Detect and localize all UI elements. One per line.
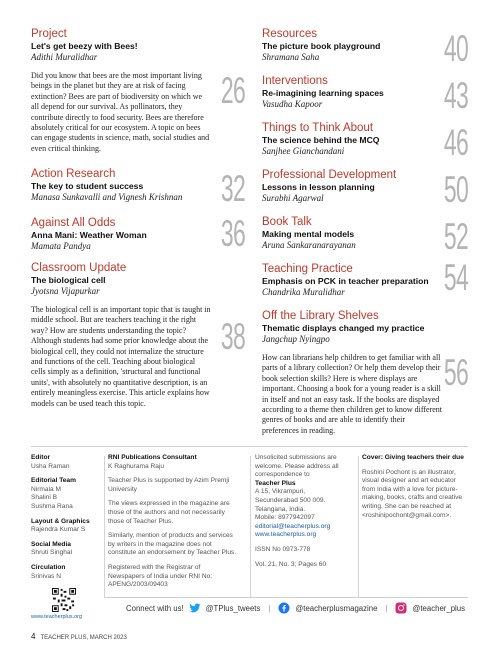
article-resources[interactable] <box>262 28 468 72</box>
support-note: Teacher Plus is supported by Azim Premji University <box>108 477 230 493</box>
section-heading: Professional Development <box>262 169 397 181</box>
website-link[interactable]: www.teacherplus.org <box>255 531 317 539</box>
article-summary: Did you know that bees are the most important living beings in the planet but they are at risk of facing extinction? Bees are part of biodiversity on which we all depend for our survival. As pollinators, they contribute directly to food security. Bees are therefore absolutely critical for our ecosystem. A topic on bees can engage students in science, math, social studies and even critical thinking. <box>31 71 210 153</box>
page-folio <box>31 632 127 641</box>
page-number[interactable]: 52 <box>443 216 468 257</box>
masthead-name: Usha Raman <box>31 462 70 470</box>
section-heading: Resources <box>262 28 317 40</box>
issn-number: ISSN No 0973-778 <box>255 545 311 553</box>
article-title[interactable]: The picture book playground <box>262 41 381 51</box>
section-heading: Book Talk <box>262 216 312 228</box>
masthead-name: Srinivas N <box>31 572 62 580</box>
article-things-to-think-about[interactable] <box>262 122 468 166</box>
article-action-research[interactable] <box>31 168 245 211</box>
section-heading: Off the Library Shelves <box>262 310 379 322</box>
article-against-all-odds[interactable] <box>31 213 245 260</box>
article-author: Shramana Saha <box>262 52 320 62</box>
footer-divider <box>31 446 468 447</box>
rni-heading: RNI Publications Consultant <box>108 454 197 461</box>
email-link[interactable]: editorial@teacherplus.org <box>255 522 331 530</box>
divider: | <box>268 603 271 613</box>
article-professional-development[interactable] <box>262 169 468 213</box>
masthead-name: Shalini B <box>31 494 58 502</box>
divider: | <box>385 603 388 613</box>
folio-text: TEACHER PLUS, MARCH 2023 <box>40 635 127 641</box>
masthead-name: Rajendra Kumar S <box>31 526 86 534</box>
article-author: Vasudha Kapoor <box>262 99 323 109</box>
page-number[interactable]: 43 <box>443 75 468 116</box>
article-author: Jangchup Nyingpo <box>262 334 330 344</box>
contents-right-column <box>262 28 468 440</box>
footer-separator <box>358 456 359 598</box>
connect-label: Connect with us! <box>126 603 184 613</box>
article-title[interactable]: Emphasis on PCK in teacher preparation <box>262 276 429 286</box>
section-heading: Classroom Update <box>31 262 127 274</box>
section-heading: Project <box>31 28 67 40</box>
registration-note: Registered with the Registrar of Newspapers of India under RNI No: APENG/2003/09403 <box>108 563 213 589</box>
footer-separator <box>104 456 105 598</box>
qr-url[interactable]: www.teacherplus.org <box>31 614 83 620</box>
social-links <box>126 602 465 614</box>
article-interventions[interactable] <box>262 75 468 119</box>
article-title[interactable]: The science behind the MCQ <box>262 135 380 145</box>
address-line: Secunderabad 500 009. <box>255 496 326 504</box>
article-classroom-update[interactable] <box>31 262 245 422</box>
article-author: Sanjhee Gianchandani <box>262 146 345 156</box>
cover-credit: Roshini Pochont is an illustrator, visual designer and art educator from India with a love for picture-making, books, crafts and creative writing. She can be reached at <roshinipochont@gmail.com>. <box>362 468 463 519</box>
contents-left-column <box>31 28 245 422</box>
footer-separator <box>250 456 251 598</box>
article-author: Manasa Sunkavalli and Vignesh Krishnan <box>31 192 183 202</box>
article-title[interactable]: Anna Mani: Weather Woman <box>31 230 147 240</box>
article-off-the-library-shelves[interactable] <box>262 310 468 440</box>
article-project[interactable] <box>31 28 245 159</box>
page-number[interactable]: 50 <box>443 169 468 210</box>
facebook-handle[interactable]: @teacherplusmagazine <box>295 603 378 613</box>
article-author: Chandrika Muralidhar <box>262 287 345 297</box>
article-author: Adithi Muralidhar <box>31 52 98 62</box>
article-title[interactable]: Making mental models <box>262 229 355 239</box>
page-number[interactable]: 54 <box>443 257 468 298</box>
masthead-label: Circulation <box>31 563 66 571</box>
masthead-label: Social Media <box>31 540 71 548</box>
article-title[interactable]: The biological cell <box>31 275 106 285</box>
article-title[interactable]: The key to student success <box>31 181 144 191</box>
section-heading: Action Research <box>31 168 116 180</box>
article-author: Mamata Pandya <box>31 241 91 251</box>
instagram-icon[interactable] <box>395 602 407 614</box>
article-author: Surabhi Agarwal <box>262 193 324 203</box>
article-title[interactable]: Lessons in lesson planning <box>262 182 375 192</box>
masthead-label: Layout & Graphics <box>31 517 90 525</box>
section-heading: Interventions <box>262 75 328 87</box>
section-heading: Against All Odds <box>31 217 116 229</box>
endorsement-disclaimer: Similarly, mention of products and services by writers in the magazine does not constitute an endorsement by Teacher Plus. <box>108 532 237 557</box>
address-line: A 15, Vikrampuri, <box>255 488 306 496</box>
article-title[interactable]: Re-imagining learning spaces <box>262 88 384 98</box>
rni-name: K Raghurama Raju <box>108 462 165 470</box>
address-line: Telangana, India. <box>255 505 306 513</box>
article-summary: The biological cell is an important topic that is taught in middle school. But are teachers teaching it the right way? How are students understanding the topic? Although students had some prior knowledge about the biological cell, they could not internalize the structure and functions of the cell. Teaching about biological cells simply as a definition, 'structural and functional units', with absolutely no quantitative description, is an entirely meaningless exercise. This article explains how models can be used teach this topic. <box>31 305 211 408</box>
twitter-handle[interactable]: @TPlus_tweets <box>205 603 261 613</box>
masthead-name: Sushma Rana <box>31 502 73 510</box>
page-number[interactable]: 56 <box>443 352 468 393</box>
page-number[interactable]: 36 <box>220 213 245 254</box>
article-author: Aruna Sankaranarayanan <box>262 240 356 250</box>
page-number[interactable]: 46 <box>443 122 468 163</box>
article-author: Jyotsna Vijapurkar <box>31 286 100 296</box>
volume-info: Vol. 21, No. 3; Pages 60 <box>255 560 327 568</box>
cover-heading: Cover: Giving teachers their due <box>362 454 464 461</box>
article-teaching-practice[interactable] <box>262 257 468 307</box>
mobile-number: Mobile: 8977942097 <box>255 514 315 522</box>
views-disclaimer: The views expressed in the magazine are those of the authors and not necessarily those of Teacher Plus. <box>108 500 230 525</box>
submission-note: Unsolicited submissions are welcome. Please address all correspondence to <box>255 454 339 479</box>
page-number[interactable]: 32 <box>220 168 245 209</box>
masthead-name: Nirmala M <box>31 485 62 493</box>
org-name: Teacher Plus <box>255 479 296 487</box>
footer-divider <box>104 597 468 598</box>
masthead-column <box>31 454 105 587</box>
masthead-name: Shruti Singhal <box>31 549 73 557</box>
contact-column <box>255 454 355 575</box>
article-book-talk[interactable] <box>262 216 468 260</box>
instagram-handle[interactable]: @teacher_plus <box>412 603 466 613</box>
article-title[interactable]: Thematic displays changed my practice <box>262 323 425 333</box>
rni-column <box>108 454 238 596</box>
cover-column <box>362 454 470 526</box>
masthead-label: Editor <box>31 454 51 461</box>
section-heading: Teaching Practice <box>262 263 353 275</box>
qr-code-icon[interactable] <box>52 588 76 612</box>
page-number[interactable]: 38 <box>220 316 245 357</box>
page-number[interactable]: 26 <box>220 70 245 111</box>
folio-page-number: 4 <box>31 632 36 641</box>
article-title[interactable]: Let's get beezy with Bees! <box>31 41 138 51</box>
section-heading: Things to Think About <box>262 122 374 134</box>
twitter-icon[interactable] <box>189 602 201 614</box>
article-summary: How can librarians help children to get familiar with all parts of a library collection? Or help them develop their book selection skills? Here is where displays are important. Choosing a book for a young reader is a skill in itself and not an easy task. If the books are displayed according to a theme then children get to know different genres of books and are able to identify their preferences in reading. <box>262 353 443 435</box>
page-number[interactable]: 40 <box>443 28 468 69</box>
masthead-label: Editorial Team <box>31 477 76 485</box>
facebook-icon[interactable] <box>278 602 290 614</box>
